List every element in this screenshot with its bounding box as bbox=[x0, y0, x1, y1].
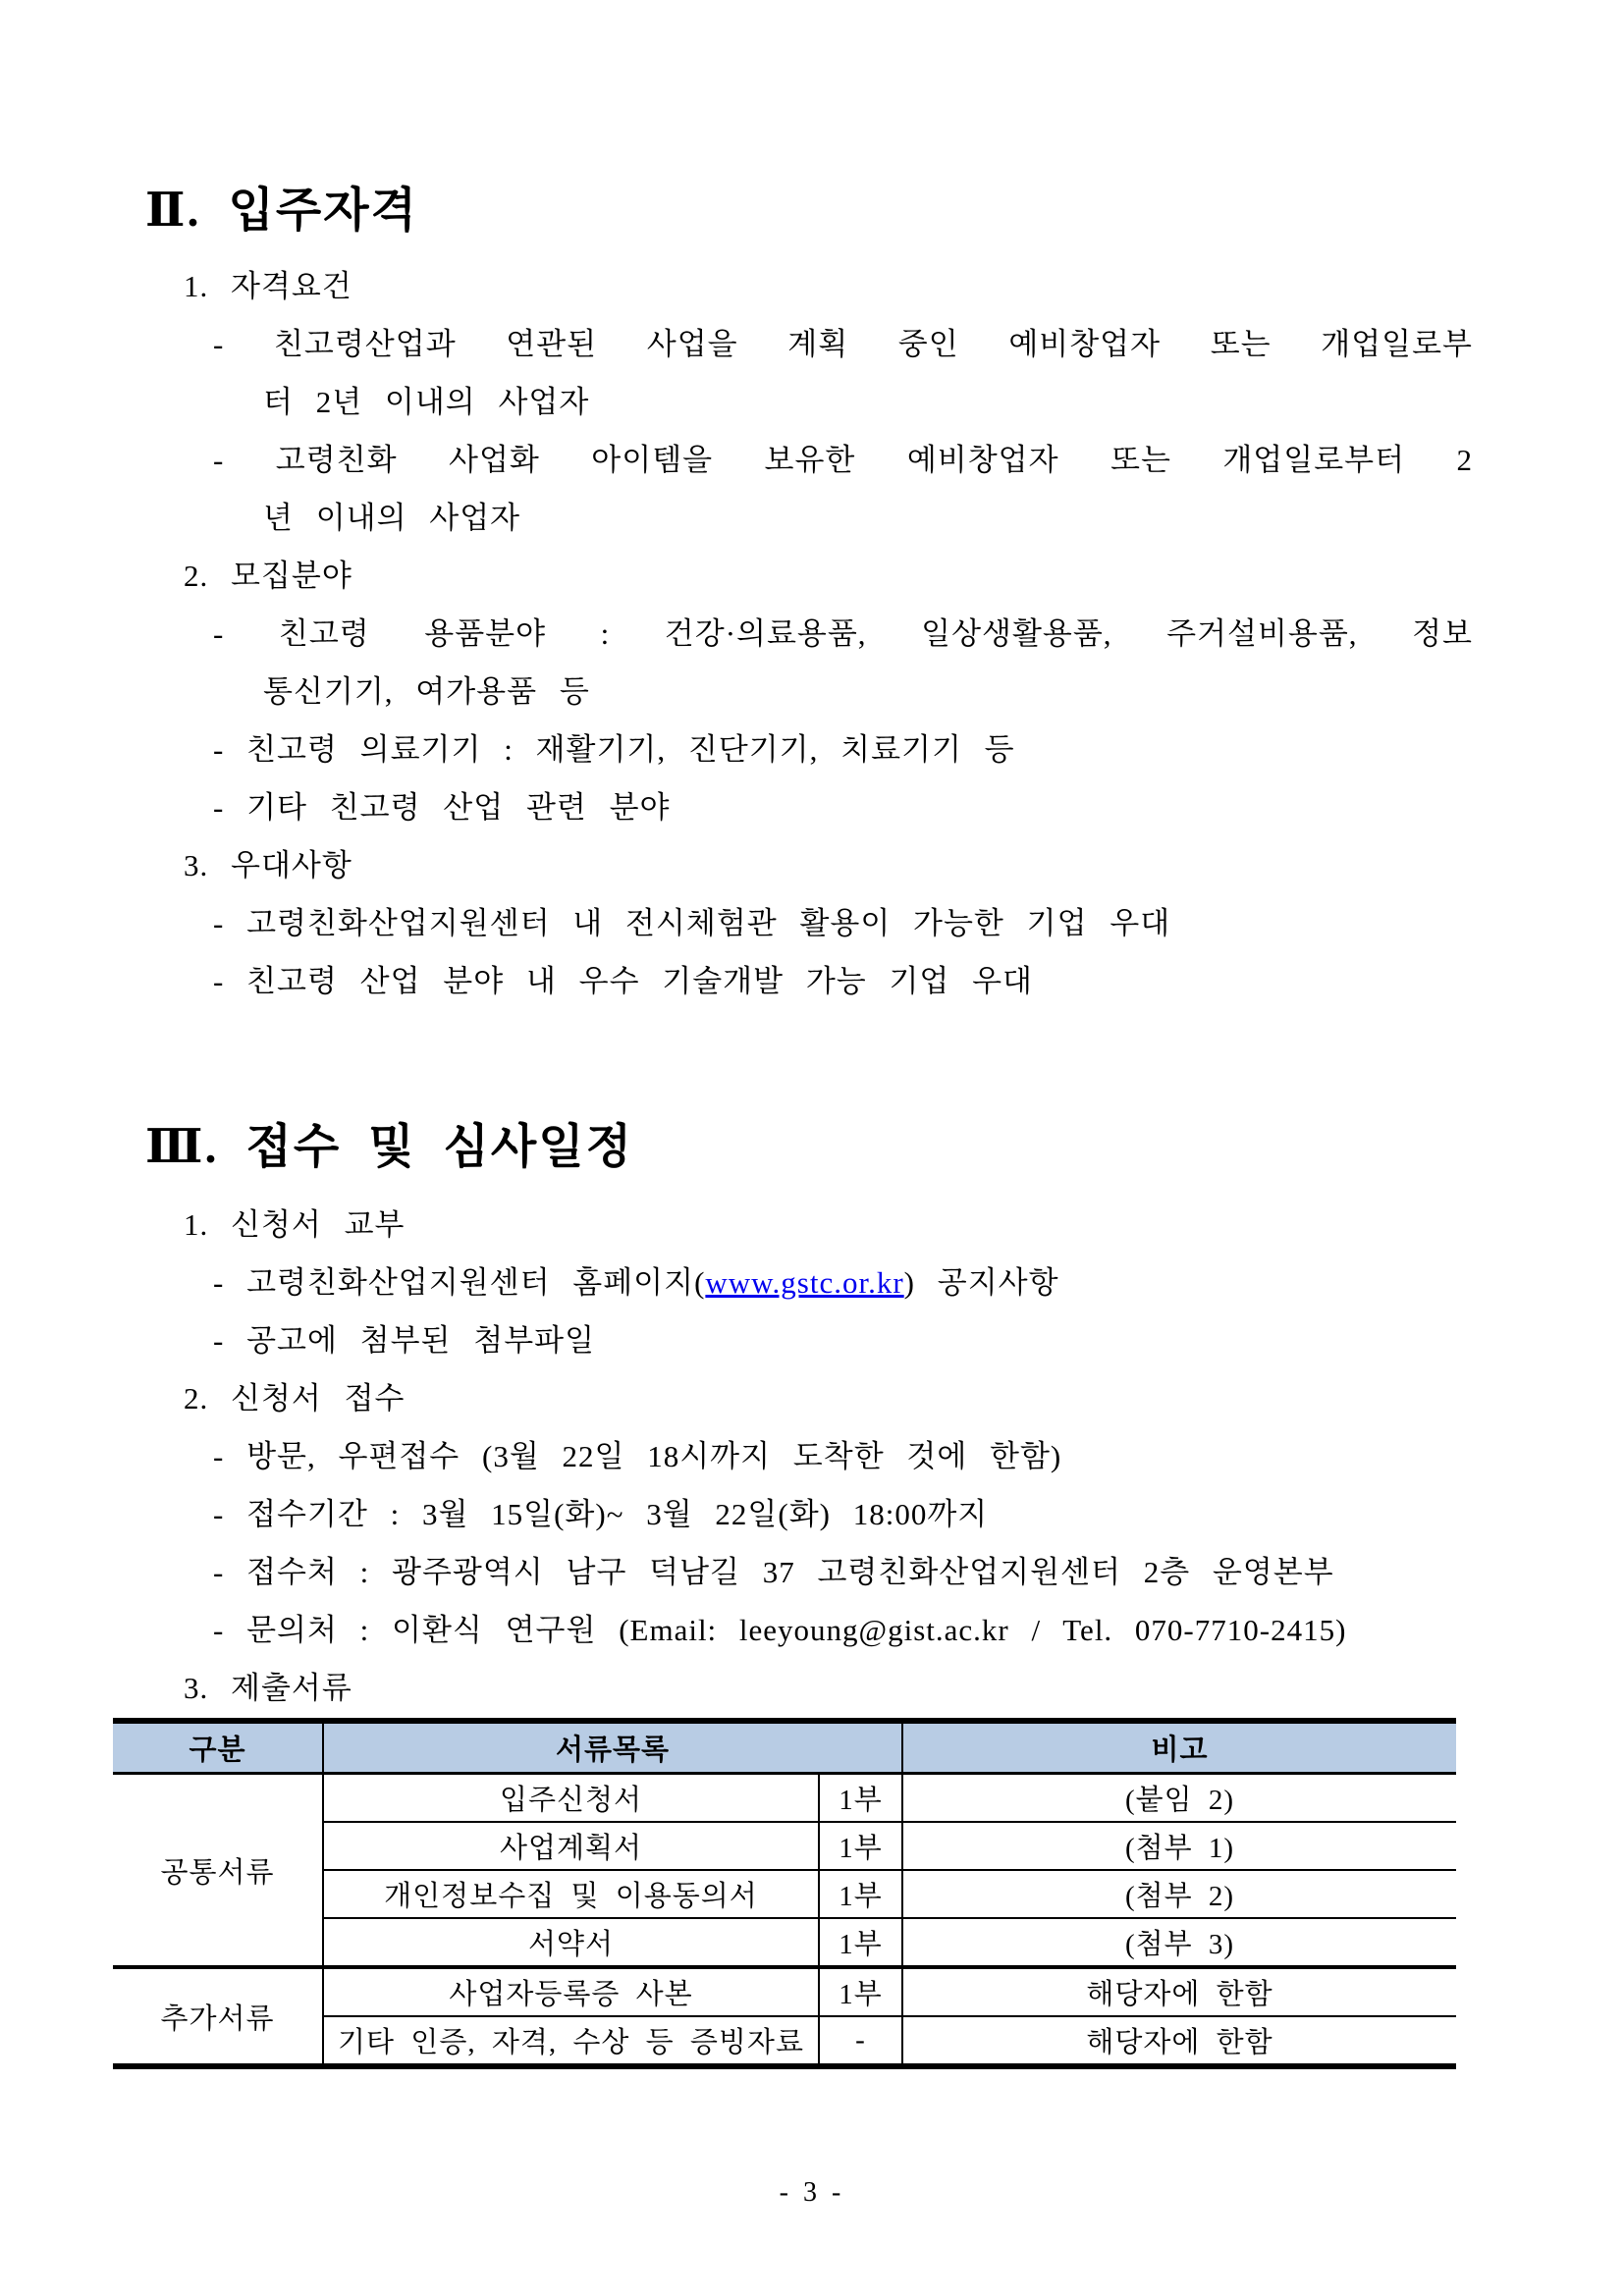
section-heading-application-schedule: Ⅲ. 접수 및 심사일정 bbox=[145, 1121, 634, 1173]
list-item-form-submission: 2. 신청서 접수 bbox=[184, 1381, 406, 1415]
list-item-submission-period: - 접수기간 : 3월 15일(화)~ 3월 22일(화) 18:00까지 bbox=[213, 1497, 989, 1531]
list-item-eligibility-2: - 고령친화 사업화 아이템을 보유한 예비창업자 또는 개업일로부터 2 bbox=[213, 443, 1473, 477]
page-number: - 3 - bbox=[779, 2177, 845, 2208]
list-item-attached-files: - 공고에 첨부된 첨부파일 bbox=[213, 1323, 596, 1358]
table-cell-group-additional: 추가서류 bbox=[113, 1967, 323, 2066]
table-cell-count: 1부 bbox=[819, 1918, 902, 1967]
table-row bbox=[113, 1774, 1456, 1823]
table-cell-note: 해당자에 한함 bbox=[1086, 2027, 1273, 2058]
table-cell-note: (붙임 2) bbox=[1124, 1785, 1235, 1816]
table-header-document-list: 서류목록 bbox=[323, 1721, 902, 1774]
list-item-contact: - 문의처 : 이환식 연구원 (Email: leeyoung@gist.ac.kr / Tel. 070-7710-2415) bbox=[213, 1613, 1347, 1647]
table-header-category: 구분 bbox=[113, 1721, 323, 1774]
table-cell-count: 1부 bbox=[819, 1870, 902, 1918]
list-item-required-documents: 3. 제출서류 bbox=[184, 1671, 352, 1705]
gstc-website-link[interactable]: www.gstc.or.kr bbox=[705, 1265, 904, 1300]
table-cell-count: - bbox=[819, 2016, 902, 2066]
table-cell-count: 1부 bbox=[819, 1967, 902, 2016]
list-item-homepage bbox=[213, 1254, 1624, 1311]
section-application-schedule-body bbox=[0, 1196, 1624, 1717]
homepage-text-suffix: ) 공지사항 bbox=[903, 1265, 1059, 1300]
table-cell-count: 1부 bbox=[819, 1822, 902, 1870]
list-item-eligibility-1: - 친고령산업과 연관된 사업을 계획 중인 예비창업자 또는 개업일로부 bbox=[213, 327, 1473, 361]
list-item-submission-method: - 방문, 우편접수 (3월 22일 18시까지 도착한 것에 한함) bbox=[213, 1439, 1062, 1473]
list-item-field-medical-devices: - 친고령 의료기기 : 재활기기, 진단기기, 치료기기 등 bbox=[213, 732, 1015, 767]
table-header-note: 비고 bbox=[902, 1721, 1456, 1774]
table-cell-document: 사업계획서 bbox=[323, 1822, 819, 1870]
list-item-submission-address: - 접수처 : 광주광역시 남구 덕남길 37 고령친화산업지원센터 2층 운영본부 bbox=[213, 1555, 1334, 1589]
table-cell-note: 해당자에 한함 bbox=[1086, 1979, 1273, 2010]
list-item-eligibility-2-cont: 년 이내의 사업자 bbox=[263, 501, 521, 535]
list-item-preference-2: - 친고령 산업 분야 내 우수 기술개발 가능 기업 우대 bbox=[213, 964, 1033, 998]
table-header-row bbox=[113, 1721, 1456, 1774]
table-cell-group-common: 공통서류 bbox=[113, 1774, 323, 1968]
table-cell-note: (첨부 2) bbox=[1124, 1881, 1235, 1912]
list-item-field-goods: - 친고령 용품분야 : 건강·의료용품, 일상생활용품, 주거설비용품, 정보 bbox=[213, 616, 1473, 651]
homepage-text-prefix: - 고령친화산업지원센터 홈페이지( bbox=[213, 1265, 706, 1300]
list-item-field-goods-cont: 통신기기, 여가용품 등 bbox=[263, 674, 590, 709]
list-item-preference-1: - 고령친화산업지원센터 내 전시체험관 활용이 가능한 기업 우대 bbox=[213, 906, 1171, 940]
list-item-recruitment-fields: 2. 모집분야 bbox=[184, 559, 352, 593]
list-item-eligibility-1-cont: 터 2년 이내의 사업자 bbox=[263, 385, 590, 419]
table-cell-note: (첨부 3) bbox=[1124, 1929, 1235, 1960]
table-cell-document: 개인정보수집 및 이용동의서 bbox=[323, 1870, 819, 1918]
list-item-eligibility-requirements: 1. 자격요건 bbox=[184, 269, 352, 303]
table-row bbox=[113, 1967, 1456, 2016]
table-cell-count: 1부 bbox=[819, 1774, 902, 1823]
list-item-form-distribution: 1. 신청서 교부 bbox=[184, 1207, 406, 1242]
table-cell-document: 기타 인증, 자격, 수상 등 증빙자료 bbox=[323, 2016, 819, 2066]
list-item-field-other: - 기타 친고령 산업 관련 분야 bbox=[213, 790, 671, 825]
table-cell-document: 입주신청서 bbox=[323, 1774, 819, 1823]
table-cell-document: 사업자등록증 사본 bbox=[323, 1967, 819, 2016]
list-item-preferences: 3. 우대사항 bbox=[184, 848, 352, 882]
table-cell-document: 서약서 bbox=[323, 1918, 819, 1967]
submission-documents-table bbox=[113, 1718, 1456, 2069]
section-heading-occupancy-eligibility: Ⅱ. 입주자격 bbox=[145, 185, 418, 237]
table-cell-note: (첨부 1) bbox=[1124, 1833, 1235, 1864]
section-occupancy-eligibility-body bbox=[0, 257, 1624, 1010]
